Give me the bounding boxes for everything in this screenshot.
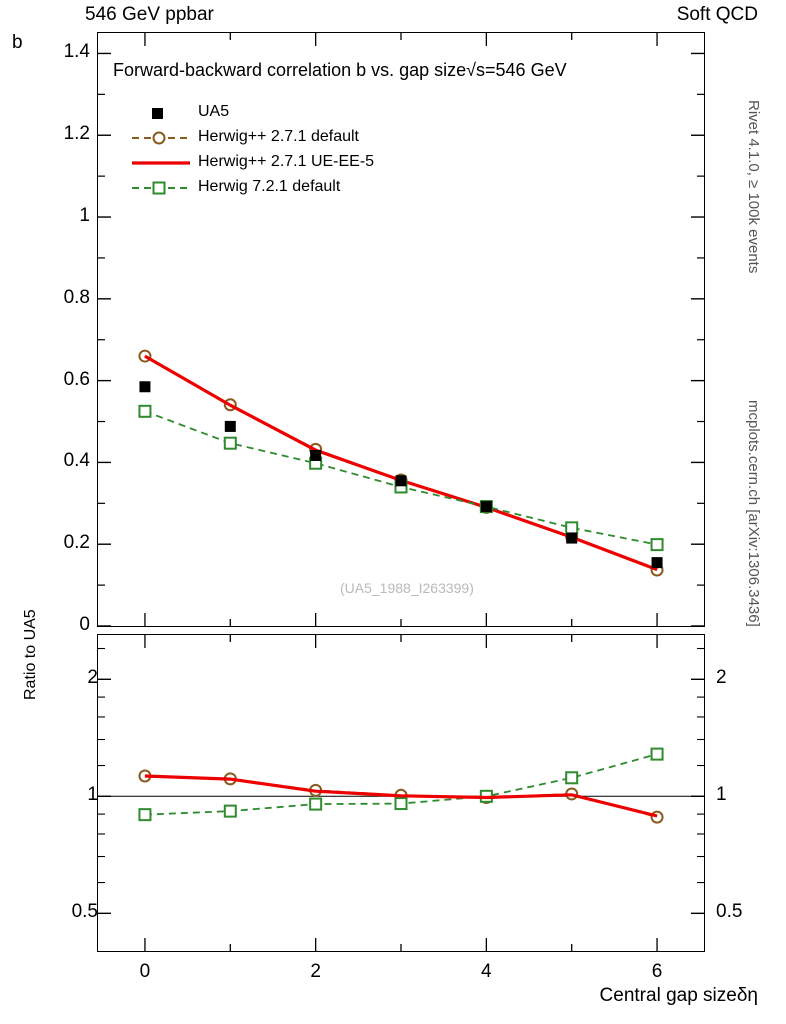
- tick-label: 4: [481, 961, 492, 982]
- main-axis-ticks: [98, 33, 704, 626]
- legend-label: Herwig 7.2.1 default: [198, 178, 341, 195]
- rivet-credit: Rivet 4.1.0, ≥ 100k events: [745, 100, 762, 274]
- tick-label: 1: [79, 205, 90, 227]
- tick-label: 0.6: [63, 368, 90, 390]
- y-axis-label-top: b: [12, 32, 23, 53]
- dataset-watermark: (UA5_1988_I263399): [340, 580, 474, 596]
- header-left: 546 GeV ppbar: [85, 4, 214, 25]
- x-axis-title: Central gap sizeδη: [599, 985, 758, 1006]
- tick-label: 0: [139, 961, 151, 982]
- tick-label: 0.4: [63, 450, 90, 472]
- tick-label: 2: [310, 961, 321, 982]
- legend-label: Herwig++ 2.7.1 UE-EE-5: [198, 153, 375, 170]
- main-series-group: [139, 351, 662, 576]
- tick-label: 6: [651, 961, 663, 982]
- mcplots-credit: mcplots.cern.ch [arXiv:1306.3436]: [745, 400, 762, 627]
- tick-label: 2: [716, 667, 727, 689]
- ratio-series-group: [98, 749, 704, 823]
- legend-label: UA5: [198, 103, 230, 120]
- tick-label: 0.2: [63, 532, 90, 554]
- tick-label: 0.5: [716, 901, 743, 923]
- tick-label: 0: [79, 614, 90, 635]
- y-axis-label-ratio: Ratio to UA5: [22, 609, 39, 700]
- plot-title: Forward-backward correlation b vs. gap size√s=546 GeV: [113, 60, 567, 80]
- legend-label: Herwig++ 2.7.1 default: [198, 128, 359, 145]
- tick-label: 0.8: [63, 286, 90, 308]
- tick-label: 2: [87, 667, 98, 689]
- tick-label: 1: [716, 784, 727, 806]
- tick-label: 1.2: [63, 123, 90, 145]
- tick-label: 0.5: [71, 901, 98, 923]
- header-right: Soft QCD: [676, 4, 758, 25]
- tick-label: 1.4: [63, 41, 90, 63]
- tick-label: 1: [87, 784, 98, 806]
